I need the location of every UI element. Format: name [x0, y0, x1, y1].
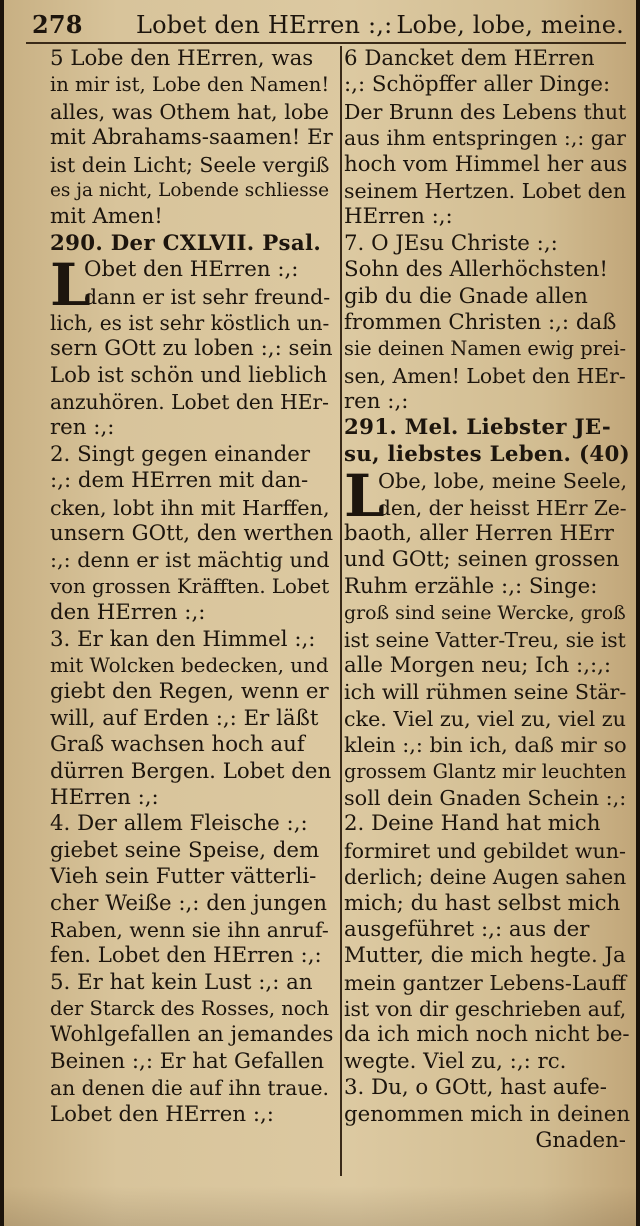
text-line: fen. Lobet den HErren :,: — [50, 943, 322, 969]
text-line: mit Amen! — [50, 204, 163, 230]
text-line: 7. O JEsu Christe :,: — [344, 230, 558, 256]
text-line: soll dein Gnaden Schein :,: — [344, 785, 627, 810]
text-line: Wohlgefallen an jemandes — [50, 1022, 334, 1048]
text-line: derlich; deine Augen sahen — [344, 865, 627, 890]
right-column — [344, 46, 632, 1154]
hymn-290-opening — [50, 251, 335, 320]
hymn-290-body — [50, 310, 335, 1128]
text-line: 6 Dancket dem HErren — [344, 46, 595, 71]
text-line: Sohn des Allerhöchsten! — [344, 257, 608, 283]
text-line: sern GOtt zu loben :,: sein — [50, 336, 333, 362]
text-line: 2. Singt gegen einander — [50, 441, 311, 467]
running-title: Lobet den HErren :,: — [136, 11, 393, 39]
text-line: lich, es ist sehr köstlich un- — [50, 310, 330, 335]
text-line: baoth, aller Herren HErr — [344, 521, 614, 547]
hymn-289-end-right — [344, 46, 632, 415]
text-line: klein :,: bin ich, daß mir so — [344, 733, 627, 758]
text-line: den HErren :,: — [50, 600, 206, 626]
text-line: ren :,: — [344, 389, 409, 415]
text-line: hoch vom Himmel her aus — [344, 151, 628, 177]
text-line: :,: denn er ist mächtig und — [50, 548, 330, 573]
text-line: sie deinen Namen ewig prei- — [344, 337, 627, 361]
text-line: Lob ist schön und lieblich — [50, 362, 328, 388]
text-line: Beinen :,: Er hat Gefallen — [50, 1048, 325, 1074]
text-line: von grossen Kräfften. Lobet — [50, 574, 330, 598]
text-line: Lobet den HErren :,: — [50, 1101, 274, 1127]
drop-cap: L — [344, 462, 385, 531]
text-line: dann er ist sehr freund- — [84, 284, 331, 309]
hymn-heading: 291. Mel. Liebster JE- — [344, 415, 611, 441]
text-line: seinem Hertzen. Lobet den — [344, 178, 627, 203]
text-line: ist seine Vatter-Treu, sie ist — [344, 627, 626, 652]
text-line: frommen Christen :,: daß — [344, 309, 617, 335]
text-line: dürren Bergen. Lobet den — [50, 758, 332, 784]
text-line: 5. Er hat kein Lust :,: an — [50, 969, 313, 995]
text-line: Graß wachsen hoch auf — [50, 732, 305, 758]
text-line: und GOtt; seinen grossen — [344, 547, 620, 573]
text-line: gib du die Gnade allen — [344, 283, 588, 309]
text-line: formiret und gebildet wun- — [344, 838, 626, 863]
column-rule — [340, 46, 342, 1176]
text-line: ich will rühmen seine Stär- — [344, 680, 627, 705]
text-line: es ja nicht, Lobende schliesse — [50, 179, 330, 201]
text-line: 4. Der allem Fleische :,: — [50, 811, 308, 837]
text-line: Mutter, die mich hegte. Ja — [344, 943, 626, 969]
text-line: genommen mich in deinen — [344, 1101, 631, 1127]
text-line: Raben, wenn sie ihn anruf- — [50, 917, 329, 942]
hymn-291-body — [344, 521, 632, 1128]
page-number: 278 — [32, 10, 83, 39]
text-line: ausgeführet :,: aus der — [344, 916, 590, 942]
text-line: ist von dir geschrieben auf, — [344, 997, 627, 1022]
text-line: sen, Amen! Lobet den HEr- — [344, 363, 626, 388]
text-line: cken, lobt ihn mit Harffen, — [50, 495, 330, 520]
text-line: giebt den Regen, wenn er — [50, 679, 329, 705]
text-line: will, auf Erden :,: Er läßt — [50, 705, 319, 731]
text-line: mit Wolcken bedecken, und — [50, 653, 329, 677]
text-line: giebet seine Speise, dem — [50, 837, 320, 863]
book-page — [4, 0, 636, 1226]
text-line: 3. Du, o GOtt, hast aufe- — [344, 1075, 607, 1101]
text-line: 2. Deine Hand hat mich — [344, 811, 601, 837]
text-line: HErren :,: — [344, 204, 453, 230]
text-line: alle Morgen neu; Ich :,:,: — [344, 652, 612, 678]
text-line: ist dein Licht; Seele vergiß — [50, 152, 330, 177]
text-line: wegte. Viel zu, :,: rc. — [344, 1048, 567, 1074]
text-line: anzuhören. Lobet den HEr- — [50, 390, 329, 415]
hymn-melody: su, liebstes Leben. (40) — [344, 441, 630, 467]
text-line: unsern GOtt, den werthen — [50, 521, 334, 547]
text-line: der Starck des Rosses, noch — [50, 997, 330, 1021]
text-line: in mir ist, Lobe den Namen! — [50, 73, 330, 97]
text-line: den, der heisst HErr Ze- — [378, 495, 627, 520]
text-line: mich; du hast selbst mich — [344, 890, 621, 916]
text-line: Obe, lobe, meine Seele, — [378, 469, 628, 494]
text-line: HErren :,: — [50, 784, 159, 810]
hymn-heading: 290. Der CXLVII. Psal. — [50, 230, 322, 256]
page-header — [26, 8, 626, 44]
left-column — [50, 46, 335, 1128]
text-line: :,: dem HErren mit dan- — [50, 468, 309, 494]
text-line: Obet den HErren :,: — [84, 257, 299, 283]
hymn-291-opening — [344, 462, 632, 531]
text-line: an denen die auf ihn traue. — [50, 1076, 329, 1101]
text-line: mein gantzer Lebens-Lauff — [344, 970, 627, 995]
text-line: aus ihm entspringen :,: gar — [344, 126, 626, 151]
text-line: cke. Viel zu, viel zu, viel zu — [344, 706, 626, 731]
drop-cap: L — [50, 251, 91, 320]
text-line: ren :,: — [50, 415, 115, 441]
header-mark: Lobe, lobe, meine. — [396, 11, 624, 39]
text-line: Ruhm erzähle :,: Singe: — [344, 573, 598, 599]
catchword: Gnaden- — [535, 1128, 626, 1154]
text-line: cher Weiße :,: den jungen — [50, 890, 327, 916]
text-line: Der Brunn des Lebens thut — [344, 99, 627, 124]
text-line: grossem Glantz mir leuchten — [344, 759, 627, 783]
text-line: Vieh sein Futter vätterli- — [50, 864, 317, 890]
text-line: 5 Lobe den HErren, was — [50, 46, 314, 71]
text-line: da ich mich noch nicht be- — [344, 1022, 630, 1048]
hymn-289-end-left — [50, 46, 335, 231]
text-line: groß sind seine Wercke, groß — [344, 602, 626, 625]
text-line: :,: Schöpffer aller Dinge: — [344, 72, 611, 98]
text-line: alles, was Othem hat, lobe — [50, 99, 329, 124]
text-line: mit Abrahams-saamen! Er — [50, 125, 333, 151]
text-line: 3. Er kan den Himmel :,: — [50, 626, 316, 652]
